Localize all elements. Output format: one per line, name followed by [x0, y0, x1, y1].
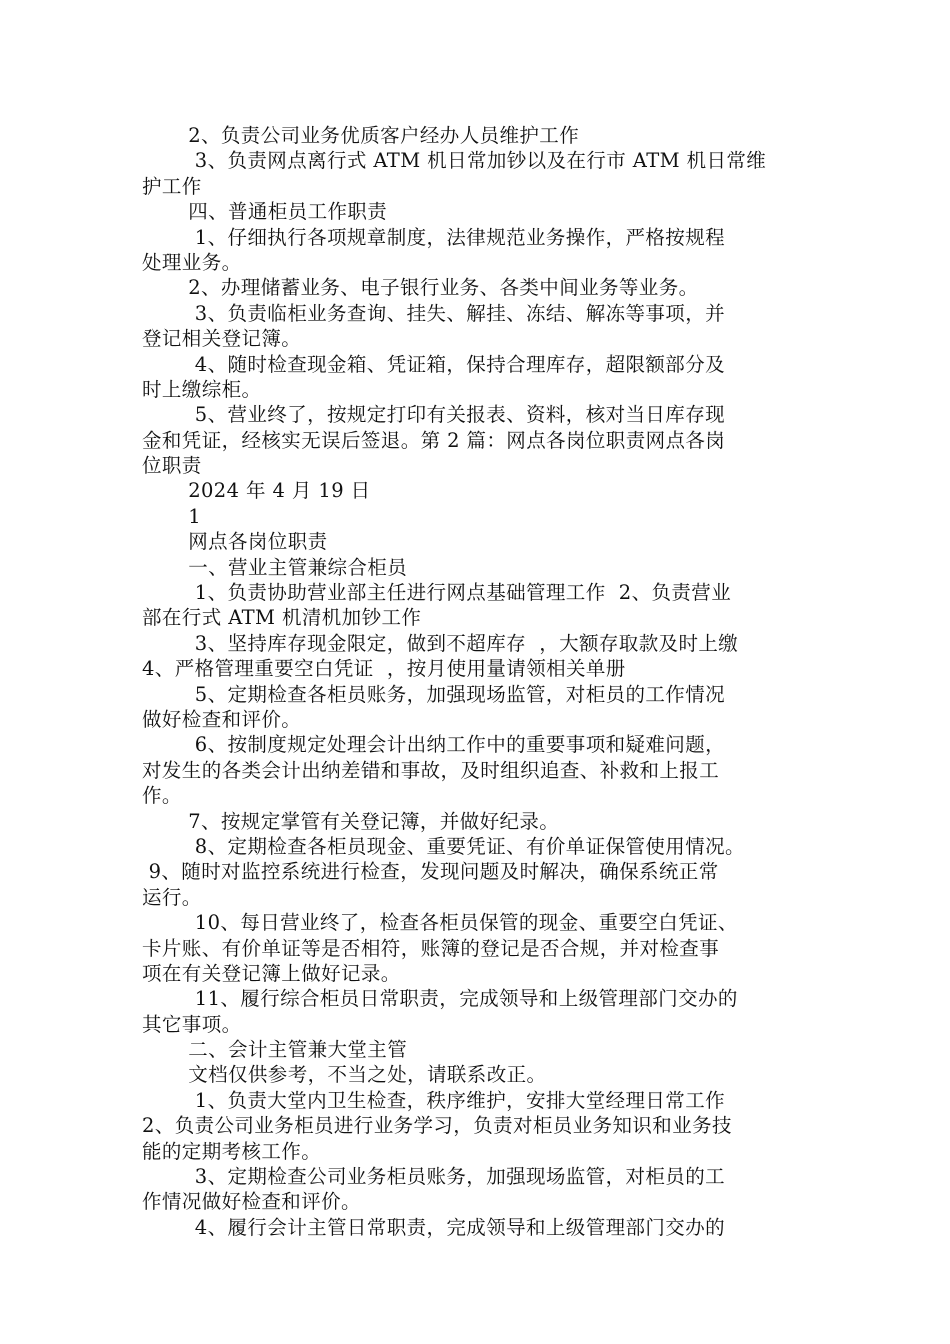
text-line: 1、负责大堂内卫生检查，秩序维护，安排大堂经理日常工作: [142, 1088, 725, 1112]
text-line: 作情况做好检查和评价。: [142, 1190, 361, 1214]
text-line: 运行。: [142, 885, 202, 909]
text-line: 4、履行会计主管日常职责，完成领导和上级管理部门交办的: [142, 1215, 725, 1239]
text-line: 做好检查和评价。: [142, 707, 302, 731]
text-line: 护工作: [142, 174, 202, 198]
text-line: 作。: [142, 784, 182, 808]
text-line: 能的定期考核工作。: [142, 1139, 322, 1163]
text-line: 9、随时对监控系统进行检查，发现问题及时解决，确保系统正常: [142, 860, 719, 884]
document-body: [142, 123, 810, 1240]
text-line: 3、定期检查公司业务柜员账务，加强现场监管，对柜员的工: [142, 1165, 725, 1189]
text-line: 3、负责网点离行式 ATM 机日常加钞以及在行市 ATM 机日常维: [142, 149, 767, 173]
text-line: 卡片账、有价单证等是否相符，账簿的登记是否合规，并对检查事: [142, 936, 720, 960]
text-line: 对发生的各类会计出纳差错和事故，及时组织追查、补救和上报工: [142, 758, 720, 782]
text-line: 4、随时检查现金箱、凭证箱，保持合理库存，超限额部分及: [142, 352, 725, 376]
text-line: 6、按制度规定处理会计出纳工作中的重要事项和疑难问题，: [142, 733, 725, 757]
text-line: 5、营业终了，按规定打印有关报表、资料，核对当日库存现: [142, 403, 725, 427]
text-line: 8、定期检查各柜员现金、重要凭证、有价单证保管使用情况。: [142, 834, 745, 858]
text-line: 登记相关登记簿。: [142, 327, 302, 351]
text-line: 10、每日营业终了，检查各柜员保管的现金、重要空白凭证、: [142, 911, 738, 935]
text-line: 金和凭证，经核实无误后签退。第 2 篇：网点各岗位职责网点各岗: [142, 428, 726, 452]
text-line: 2、办理储蓄业务、电子银行业务、各类中间业务等业务。: [142, 276, 699, 300]
text-line: 7、按规定掌管有关登记簿，并做好纪录。: [142, 809, 560, 833]
text-line: 网点各岗位职责: [142, 530, 328, 554]
text-line: 2、负责公司业务优质客户经办人员维护工作: [142, 124, 580, 147]
text-line: 四、普通柜员工作职责: [142, 200, 388, 224]
text-line: 处理业务。: [142, 250, 242, 274]
text-line: 5、定期检查各柜员账务，加强现场监管，对柜员的工作情况: [142, 682, 725, 706]
text-line: 2、负责公司业务柜员进行业务学习，负责对柜员业务知识和业务技: [142, 1114, 732, 1138]
text-line: 项在有关登记簿上做好记录。: [142, 961, 401, 985]
text-line: 部在行式 ATM 机清机加钞工作: [142, 606, 422, 630]
text-line: 2024 年 4 月 19 日: [142, 479, 371, 503]
text-line: 位职责: [142, 454, 202, 478]
text-line: 3、负责临柜业务查询、挂失、解挂、冻结、解冻等事项，并: [142, 301, 725, 325]
text-line: 文档仅供参考，不当之处，请联系改正。: [142, 1063, 547, 1087]
text-line: 二、会计主管兼大堂主管: [142, 1038, 408, 1062]
text-line: 3、坚持库存现金限定，做到不超库存 ，大额存取款及时上缴: [142, 631, 739, 655]
text-line: 1、仔细执行各项规章制度，法律规范业务操作，严格按规程: [142, 225, 725, 249]
text-line: 4、严格管理重要空白凭证 ，按月使用量请领相关单册: [142, 657, 626, 681]
text-line: 1: [142, 504, 201, 528]
text-line: 一、营业主管兼综合柜员: [142, 555, 408, 579]
text-line: 11、履行综合柜员日常职责，完成领导和上级管理部门交办的: [142, 987, 738, 1011]
text-line: 时上缴综柜。: [142, 377, 262, 401]
text-line: 1、负责协助营业部主任进行网点基础管理工作 2、负责营业: [142, 581, 732, 605]
text-line: 其它事项。: [142, 1012, 242, 1036]
